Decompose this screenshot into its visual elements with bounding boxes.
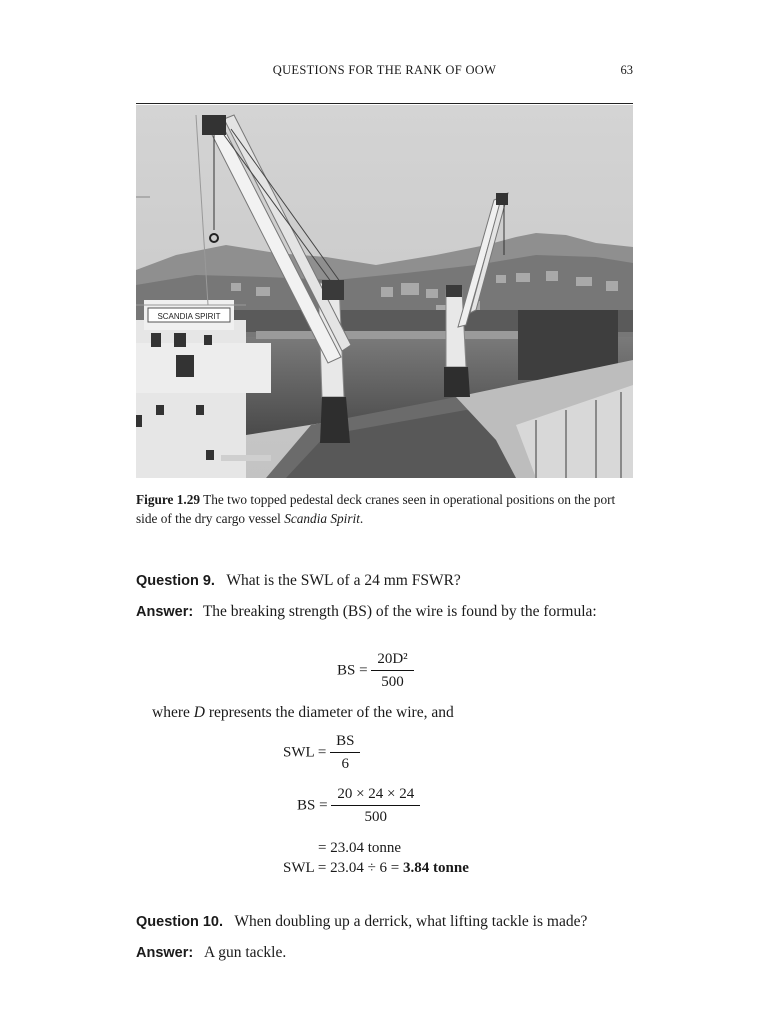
figure-label: Figure 1.29 — [136, 492, 201, 507]
answer-9-label: Answer: — [136, 604, 194, 620]
running-head: QUESTIONS FOR THE RANK OF OOW — [272, 63, 497, 77]
equation-bs-formula — [337, 651, 414, 691]
eq2-numerator: BS — [330, 733, 360, 753]
where-line — [152, 704, 454, 722]
figure-photo — [136, 105, 633, 478]
caption-text: The two topped pedestal deck cranes seen in operational positions on the port side of the dry cargo vessel — [136, 492, 616, 526]
eq1-denominator: 500 — [381, 674, 404, 690]
question-9-label: Question 9. — [136, 573, 215, 589]
eq1-numerator: 20D² — [371, 651, 413, 671]
where-word: where — [152, 704, 190, 721]
eq1-fraction — [371, 651, 413, 691]
answer-10 — [136, 942, 633, 964]
eq2-lhs: SWL = — [283, 744, 327, 761]
eq2-denominator: 6 — [341, 756, 349, 772]
vessel-name: Scandia Spirit — [284, 511, 360, 526]
header-rule — [136, 103, 633, 104]
answer-10-label: Answer: — [136, 945, 194, 961]
eq3-fraction — [331, 786, 420, 826]
eq5-prefix: SWL = 23.04 ÷ 6 = — [283, 860, 400, 876]
eq5-result: 3.84 tonne — [403, 860, 469, 876]
answer-9 — [136, 601, 633, 623]
page-number: 63 — [620, 63, 633, 77]
answer-9-text: The breaking strength (BS) of the wire is found by the formula: — [202, 603, 597, 620]
question-9 — [136, 570, 633, 592]
ship-name-sign: SCANDIA SPIRIT — [157, 312, 221, 321]
question-9-text: What is the SWL of a 24 mm FSWR? — [226, 572, 461, 589]
caption-period: . — [359, 511, 364, 526]
equation-swl-formula — [283, 733, 360, 773]
question-10-label: Question 10. — [136, 914, 224, 930]
eq5-swl-line — [283, 860, 469, 877]
page-header — [136, 63, 633, 81]
eq3-denominator: 500 — [364, 809, 388, 825]
eq3-numerator: 20 × 24 × 24 — [331, 786, 420, 806]
answer-10-text: A gun tackle. — [204, 944, 287, 961]
figure-caption — [136, 490, 633, 528]
equation-bs-calculation — [297, 786, 420, 826]
eq1-lhs: BS = — [337, 662, 368, 679]
deck-cranes-photo — [136, 105, 633, 478]
eq4-result-line: = 23.04 tonne — [318, 840, 402, 856]
eq3-lhs: BS = — [297, 797, 328, 814]
question-10 — [136, 911, 633, 933]
where-variable: D — [193, 704, 205, 721]
where-text: represents the diameter of the wire, and — [208, 704, 454, 721]
question-10-text: When doubling up a derrick, what lifting tackle is made? — [234, 913, 588, 930]
eq2-fraction — [330, 733, 360, 773]
